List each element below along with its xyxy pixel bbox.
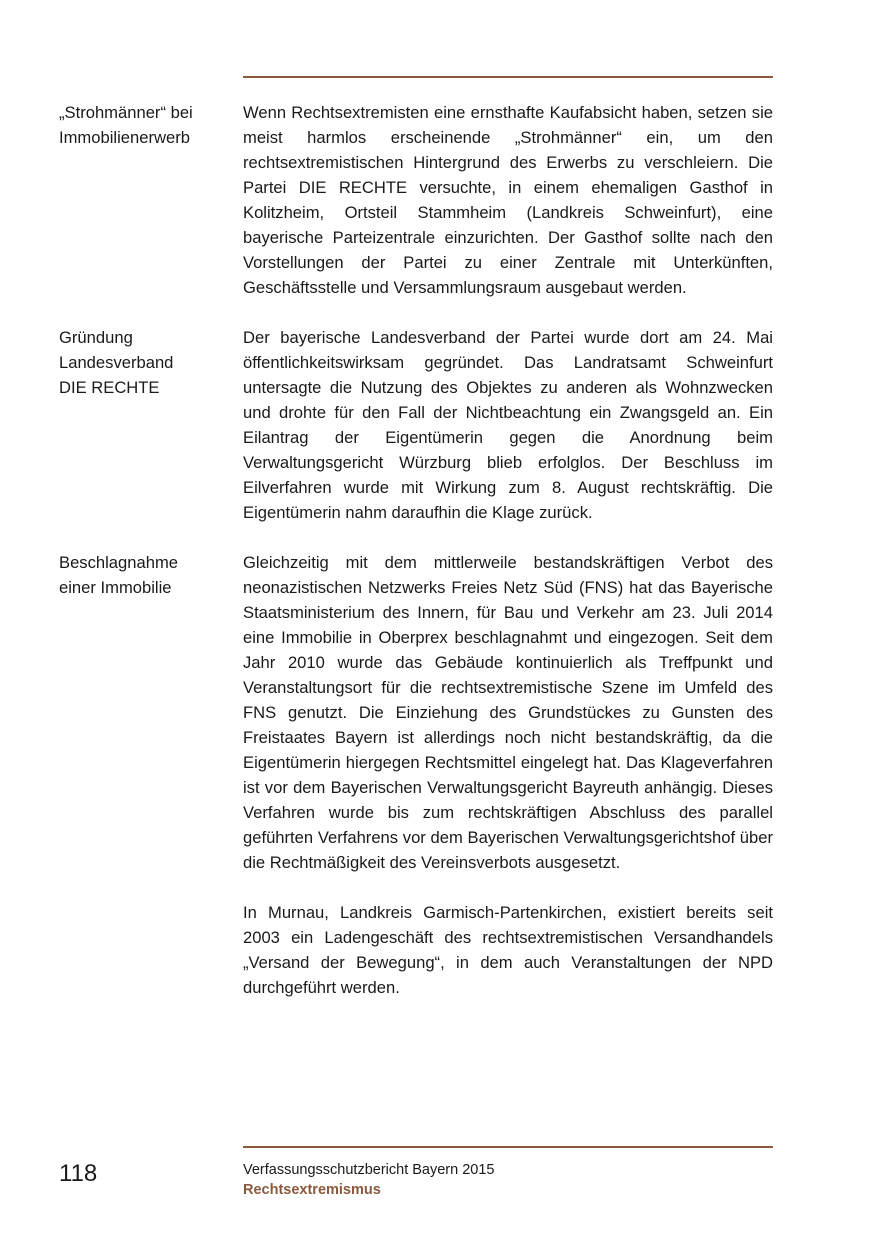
section-strohmaenner	[0, 100, 875, 300]
body-paragraph: In Murnau, Landkreis Garmisch-Partenkirchen, existiert bereits seit 2003 ein Ladengeschäft des rechtsextremistischen Versandhandels „Versand der Bewegung“, in dem auch Veranstaltungen der NPD durchgeführt werden.	[243, 903, 773, 997]
margin-note-line: Beschlagnahme	[59, 553, 179, 572]
margin-note-line: DIE RECHTE	[59, 378, 160, 397]
section-beschlagnahme	[0, 550, 875, 1000]
footer-rule	[243, 1146, 773, 1148]
margin-note-line: Landesverband	[59, 353, 174, 372]
body-paragraph: Gleichzeitig mit dem mittlerweile bestandskräftigen Verbot des neonazistischen Netzwerks Freies Netz Süd (FNS) hat das Bayerische Staatsministerium des Innern, für Bau und Verkehr am 23. Juli 2014 eine Immobilie in Oberprex beschlagnahmt und eingezogen. Seit dem Jahr 2010 wurde das Gebäude kontinuierlich als Treffpunkt und Veranstaltungsort für die rechtsextremistische Szene im Umfeld des FNS genutzt. Die Einziehung des Grundstückes zu Gunsten des Freistaates Bayern ist allerdings noch nicht bestandskräftig, da die Eigentümerin hiergegen Rechtsmittel eingelegt hat. Das Klageverfahren ist vor dem Bayerischen Verwaltungsgericht Bayreuth anhängig. Dieses Verfahren wurde bis zum rechtskräftigen Abschluss des parallel geführten Verfahrens vor dem Bayerischen Verwaltungsgerichtshof über die Rechtmäßigkeit des Vereinsverbots ausgesetzt.	[243, 553, 773, 872]
body-paragraph: Der bayerische Landesverband der Partei wurde dort am 24. Mai öffentlichkeitswirksam gegründet. Das Landratsamt Schweinfurt untersagte die Nutzung des Objektes zu anderen als Wohnzwecken und drohte für den Fall der Nichtbeachtung ein Zwangsgeld an. Ein Eilantrag der Eigentümerin gegen die Anordnung beim Verwaltungsgericht Würzburg blieb erfolglos. Der Beschluss im Eilverfahren wurde mit Wirkung zum 8. August rechtskräftig. Die Eigentümerin nahm daraufhin die Klage zurück.	[243, 328, 773, 522]
margin-note	[59, 550, 234, 600]
margin-note	[59, 325, 234, 400]
header-rule	[243, 76, 773, 78]
footer-publication-title: Verfassungsschutzbericht Bayern 2015	[243, 1162, 495, 1178]
margin-note	[59, 100, 234, 150]
margin-note-line: Gründung	[59, 328, 133, 347]
margin-note-line: einer Immobilie	[59, 578, 172, 597]
margin-note-line: Immobilienerwerb	[59, 128, 190, 147]
page-content	[0, 100, 875, 1025]
section-gruendung	[0, 325, 875, 525]
footer-section-title: Rechtsextremismus	[243, 1182, 381, 1198]
page-number: 118	[59, 1160, 98, 1187]
margin-note-line: „Strohmänner“ bei	[59, 103, 193, 122]
body-paragraph: Wenn Rechtsextremisten eine ernsthafte Kaufabsicht haben, setzen sie meist harmlos erscheinende „Strohmänner“ ein, um den rechtsextremistischen Hintergrund des Erwerbs zu verschleiern. Die Partei DIE RECHTE versuchte, in einem ehemaligen Gasthof in Kolitzheim, Ortsteil Stammheim (Landkreis Schweinfurt), eine bayerische Parteizentrale einzurichten. Der Gasthof sollte nach den Vorstellungen der Partei zu einer Zentrale mit Unterkünften, Geschäftsstelle und Versammlungsraum ausgebaut werden.	[243, 103, 773, 297]
